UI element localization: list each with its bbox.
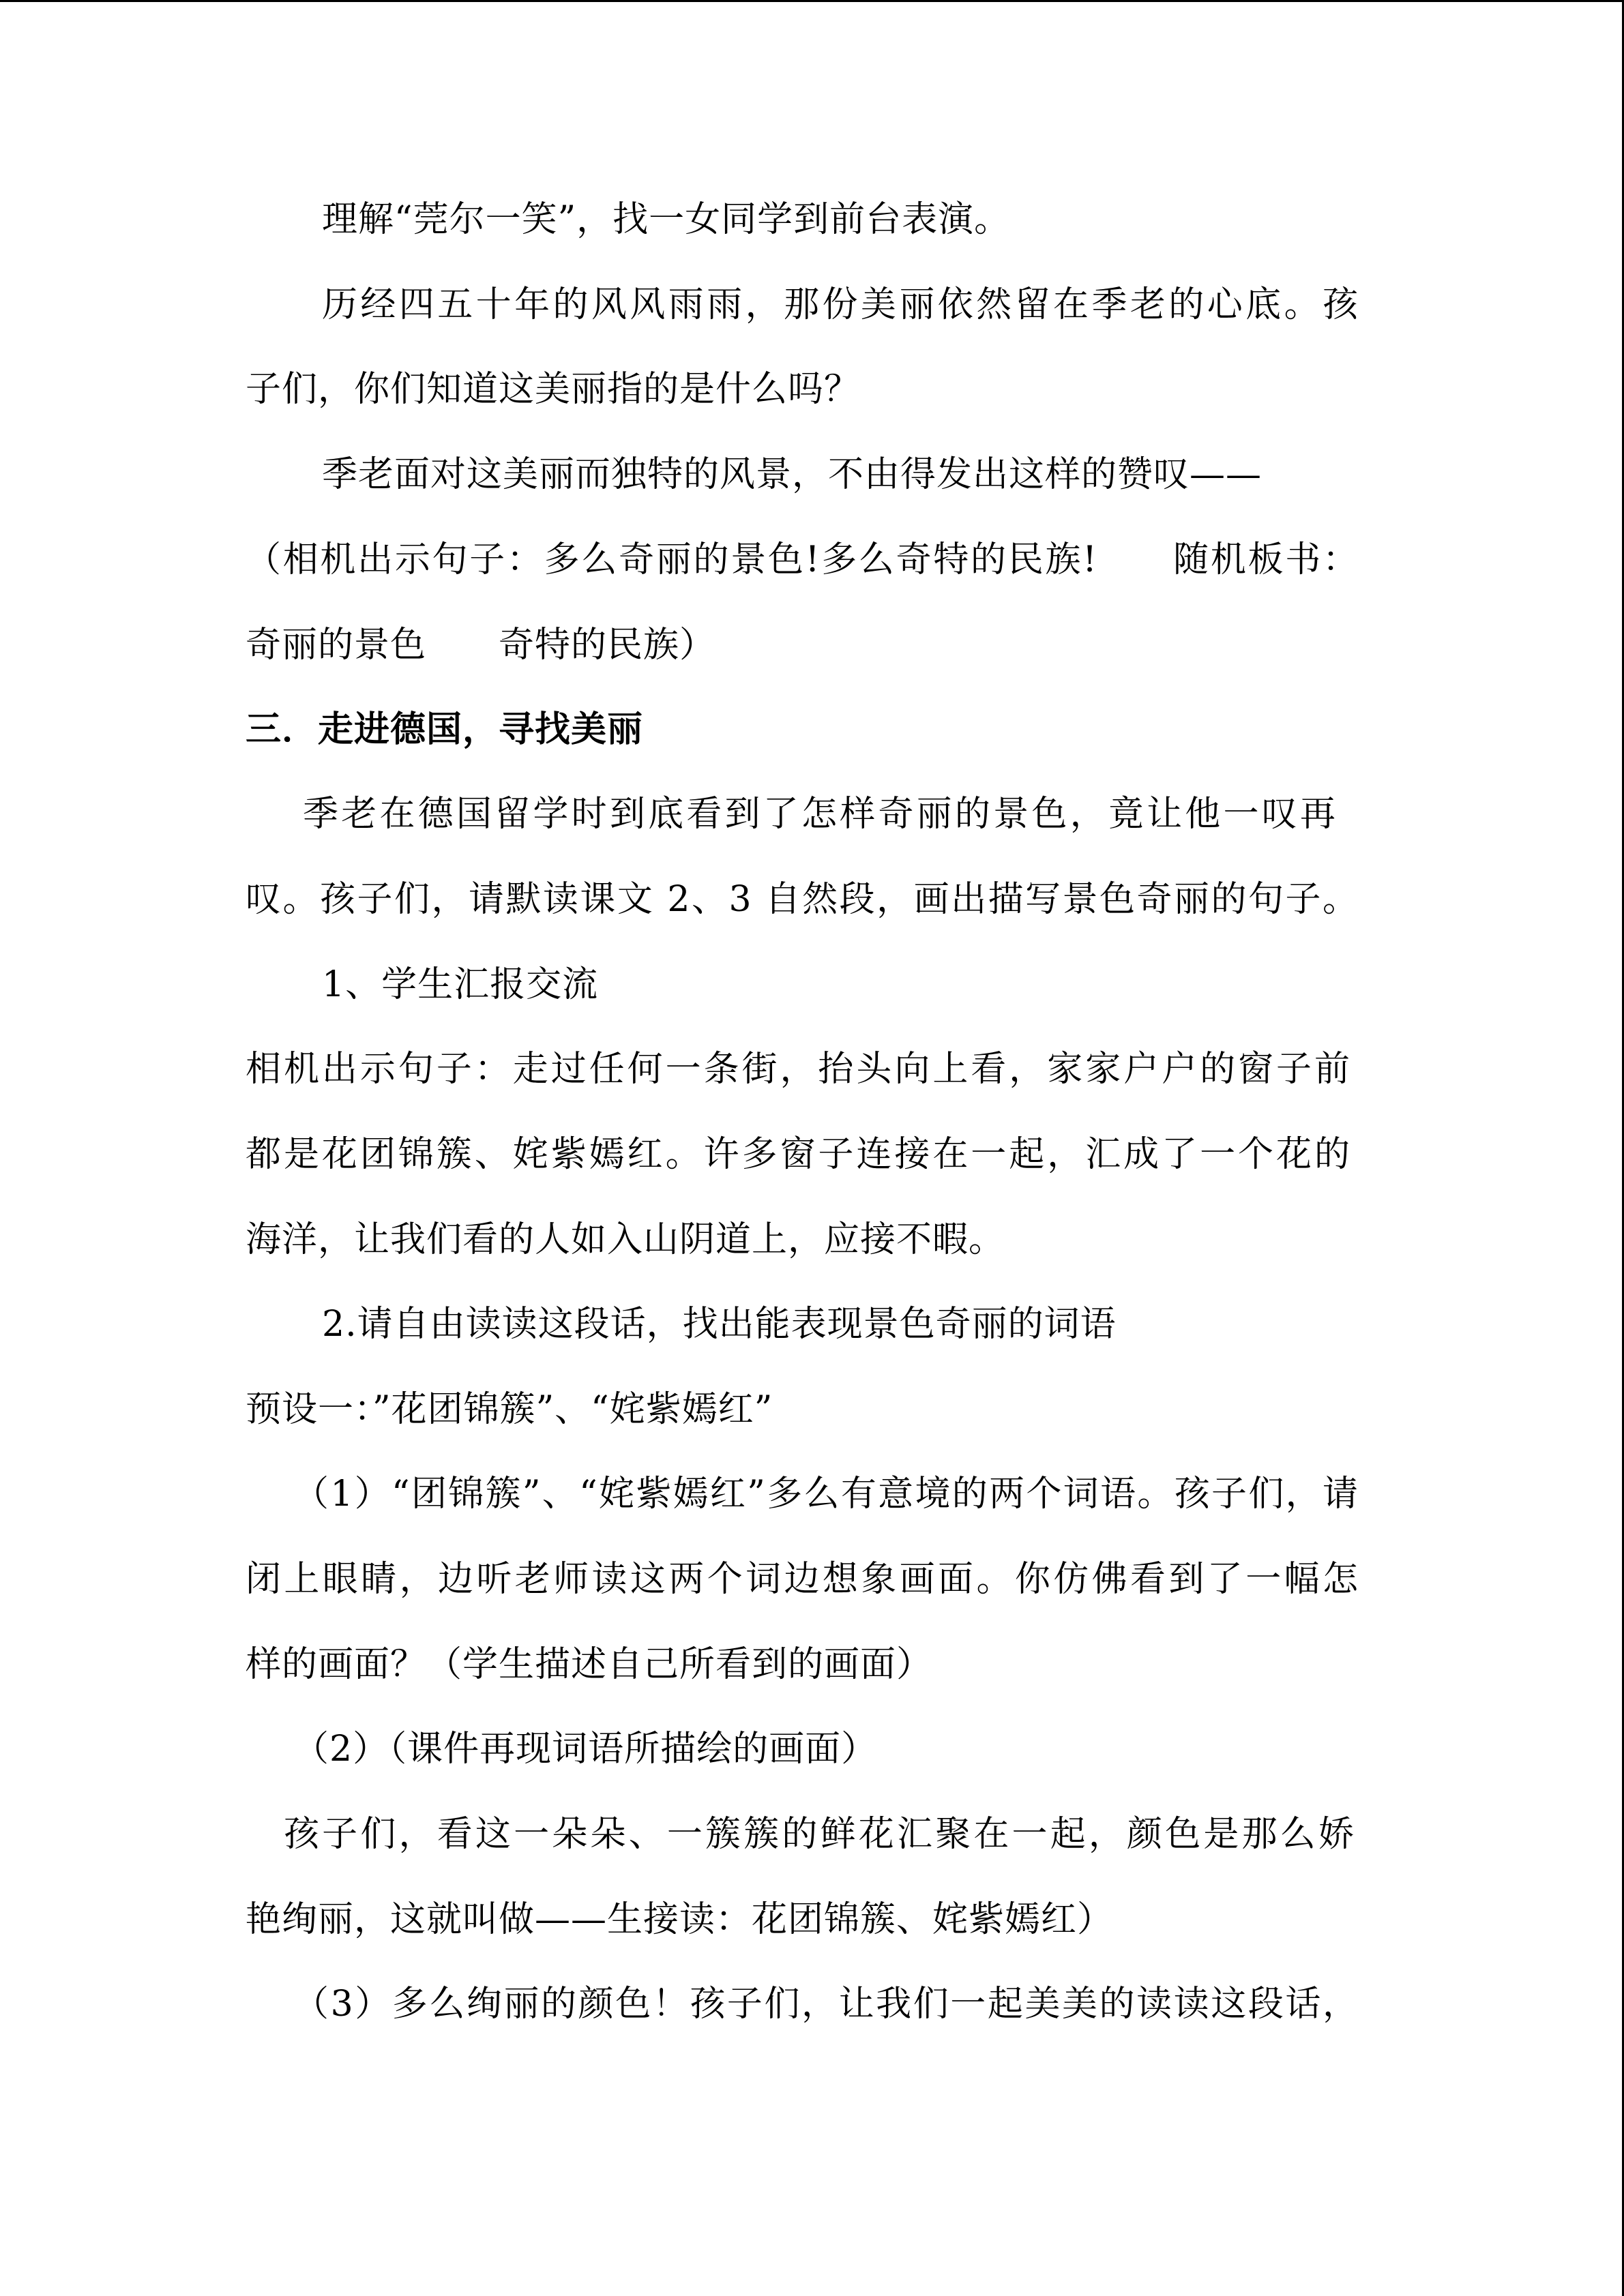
section-heading: 三．走进德国，寻找美丽 <box>246 709 644 750</box>
paragraph-line-20: 孩子们，看这一朵朵、一簇簇的鲜花汇聚在一起，颜色是那么娇 <box>284 1814 1355 1855</box>
paragraph-line-8: 季老在德国留学时到底看到了怎样奇丽的景色，竟让他一叹再 <box>303 794 1336 835</box>
paragraph-line-4: 季老面对这美丽而独特的风景，不由得发出这样的赞叹—— <box>322 454 1263 495</box>
paragraph-line-11: 相机出示句子：走过任何一条街，抬头向上看，家家户户的窗子前 <box>246 1049 1350 1090</box>
paragraph-line-5: （相机出示句子：多么奇丽的景色!多么奇特的民族! 随机板书： <box>246 539 1359 580</box>
paragraph-line-15: 预设一：”花团锦簇”、“姹紫嫣红” <box>246 1389 773 1430</box>
list-item-1: 1、学生汇报交流 <box>322 964 599 1005</box>
paragraph-line-21: 艳绚丽，这就叫做——生接读：花团锦簇、姹紫嫣红） <box>246 1899 1114 1940</box>
paragraph-line-1: 理解“莞尔一笑”，找一女同学到前台表演。 <box>322 199 1011 240</box>
paragraph-line-13: 海洋，让我们看的人如入山阴道上，应接不暇。 <box>246 1219 1005 1260</box>
paragraph-line-9: 叹。孩子们，请默读课文 2、3 自然段，画出描写景色奇丽的句子。 <box>246 879 1359 920</box>
paragraph-line-22: （3）多么绚丽的颜色！孩子们，让我们一起美美的读读这段话， <box>293 1984 1359 2025</box>
paragraph-line-19: （2）（课件再现词语所描绘的画面） <box>293 1729 878 1770</box>
paragraph-line-18: 样的画面？（学生描述自己所看到的画面） <box>246 1644 933 1685</box>
paragraph-line-12: 都是花团锦簇、姹紫嫣红。许多窗子连接在一起，汇成了一个花的 <box>246 1134 1350 1175</box>
list-item-2: 2.请自由读读这段话，找出能表现景色奇丽的词语 <box>322 1304 1117 1345</box>
paragraph-line-3: 子们，你们知道这美丽指的是什么吗？ <box>246 369 861 410</box>
paragraph-line-2: 历经四五十年的风风雨雨，那份美丽依然留在季老的心底。孩 <box>322 284 1359 325</box>
paragraph-line-6: 奇丽的景色 奇特的民族） <box>246 625 716 666</box>
paragraph-line-16: （1）“团锦簇”、“姹紫嫣红”多么有意境的两个词语。孩子们，请 <box>293 1474 1359 1515</box>
paragraph-line-17: 闭上眼睛，边听老师读这两个词边想象画面。你仿佛看到了一幅怎 <box>246 1559 1359 1600</box>
